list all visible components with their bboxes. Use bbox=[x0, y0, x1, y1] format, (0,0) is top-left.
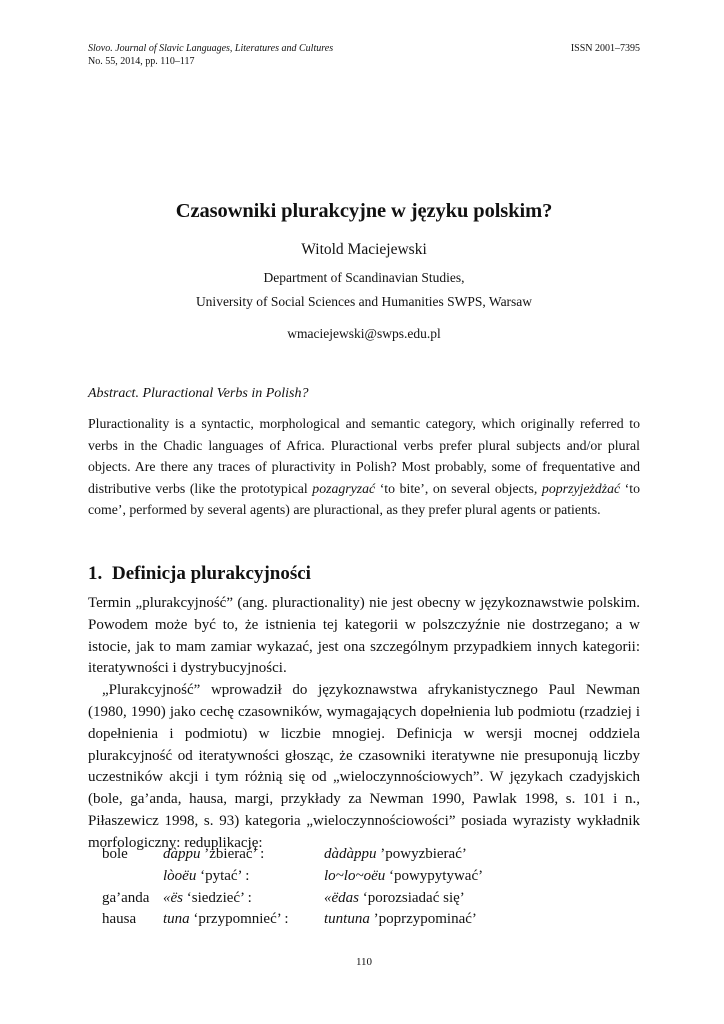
derived-word: «ëdas bbox=[324, 889, 359, 906]
issn: ISSN 2001–7395 bbox=[570, 43, 640, 54]
derived-gloss: ‘porozsiadać się’ bbox=[359, 889, 465, 906]
author-name: Witold Maciejewski bbox=[301, 241, 427, 258]
base-word: tuna bbox=[163, 911, 190, 928]
running-header bbox=[88, 42, 640, 68]
author-email: wmaciejewski@swps.edu.pl bbox=[287, 326, 441, 341]
abstract-title: Abstract. Pluractional Verbs in Polish? bbox=[88, 386, 309, 401]
base-gloss: ‘przypomnieć’ : bbox=[189, 911, 289, 928]
abstract-span: ‘to come’, performed by several agents) are pluractional, as they prefer plural agents or patients. bbox=[88, 480, 640, 517]
derived-gloss: ’poprzypominać’ bbox=[369, 911, 477, 928]
example-base bbox=[163, 866, 249, 888]
example-derived bbox=[324, 909, 477, 931]
base-word: lòoëu bbox=[163, 867, 197, 884]
section-title: Definicja plurakcyjności bbox=[112, 563, 311, 584]
section-heading bbox=[88, 563, 311, 585]
base-word: «ës bbox=[163, 889, 183, 906]
abstract-text bbox=[88, 413, 640, 521]
example-derived bbox=[324, 888, 465, 910]
abstract-term: pozagryzać bbox=[312, 480, 376, 496]
paragraph: „Plurakcyjność” wprowadził do językoznawstwa afrykanistycznego Paul Newman (1980, 1990) jako cechę czasowników, wymagających dopełnienia lub podmiotu (rzadziej i dopełnienia i podmiotu) w liczbie mnogiej. Definicja w wersji mocnej oddziela plurakcyjność od iteratywności głosząc, że czasowniki iteratywne nie presuponują liczby uczestników akcji i tym różnią się od „wieloczynnościowych”. W językach czadyjskich (bole, ga’anda, hausa, margi, przykłady za Newman 1990, Pawlak 1998, s. 101 i n., Piłaszewicz 1998, s. 93) kategoria „wieloczynnościowości” posiada wyrazisty wykładnik morfologiczny: reduplikację: bbox=[88, 682, 640, 851]
derived-word: tuntuna bbox=[324, 911, 370, 928]
example-table bbox=[88, 844, 640, 931]
derived-gloss: ’powyzbierać’ bbox=[376, 846, 467, 862]
paper-title: Czasowniki plurakcyjne w języku polskim? bbox=[175, 200, 553, 222]
affiliation-line-2: University of Social Sciences and Humanities SWPS, Warsaw bbox=[195, 294, 533, 309]
abstract-span: ‘to bite’, on several objects bbox=[375, 480, 534, 496]
journal-name: Slovo. Journal of Slavic Languages, Literatures and Cultures bbox=[88, 43, 334, 54]
example-language: hausa bbox=[102, 911, 137, 928]
example-row bbox=[88, 909, 640, 931]
derived-gloss: ‘powypytywać’ bbox=[385, 867, 484, 884]
example-language: ga’anda bbox=[102, 889, 150, 906]
example-row bbox=[88, 844, 640, 866]
issue-info: No. 55, 2014, pp. 110–117 bbox=[88, 56, 195, 67]
base-word: dàppu bbox=[163, 846, 201, 862]
page-number: 110 bbox=[355, 956, 373, 968]
example-derived bbox=[324, 844, 467, 866]
example-base bbox=[163, 844, 264, 866]
abstract-span: , bbox=[533, 480, 542, 496]
example-language: bole bbox=[102, 846, 128, 862]
example-derived bbox=[324, 866, 483, 888]
base-gloss: ’zbierać’ : bbox=[200, 846, 265, 862]
paper-page bbox=[88, 0, 640, 1024]
derived-word: dàdàppu bbox=[324, 846, 377, 862]
abstract-span: Pluractionality is a syntactic, morphological and semantic category, which originally referred to verbs in the Chadic languages of Africa. Pluractional verbs prefer plural subjects and/or plural objects. Are there any traces of pluractivity in Polish? Most probably, some of frequentative and distributive verbs (like the prototypical bbox=[88, 416, 640, 496]
example-row bbox=[88, 866, 640, 888]
example-row bbox=[88, 888, 640, 910]
base-gloss: ‘siedzieć’ : bbox=[183, 889, 252, 906]
affiliation-line-1: Department of Scandinavian Studies, bbox=[263, 270, 465, 285]
derived-word: lo~lo~oëu bbox=[324, 867, 386, 884]
base-gloss: ‘pytać’ : bbox=[196, 867, 250, 884]
paragraph: Termin „plurakcyjność” (ang. pluractionality) nie jest obecny w językoznawstwie polskim. Powodem może być to, że istnienia tej kategorii w polszczyźnie nie dostrzegano; a w istocie, jak to mam zamiar wykazać, jest ona szczególnym przypadkiem innych kategorii: iteratywności i dystrybucyjności. bbox=[88, 595, 640, 677]
section-body bbox=[88, 593, 640, 855]
example-base bbox=[163, 909, 289, 931]
example-base bbox=[163, 888, 252, 910]
abstract-term: poprzyjeżdżać bbox=[541, 480, 621, 496]
section-number: 1. bbox=[88, 563, 103, 584]
